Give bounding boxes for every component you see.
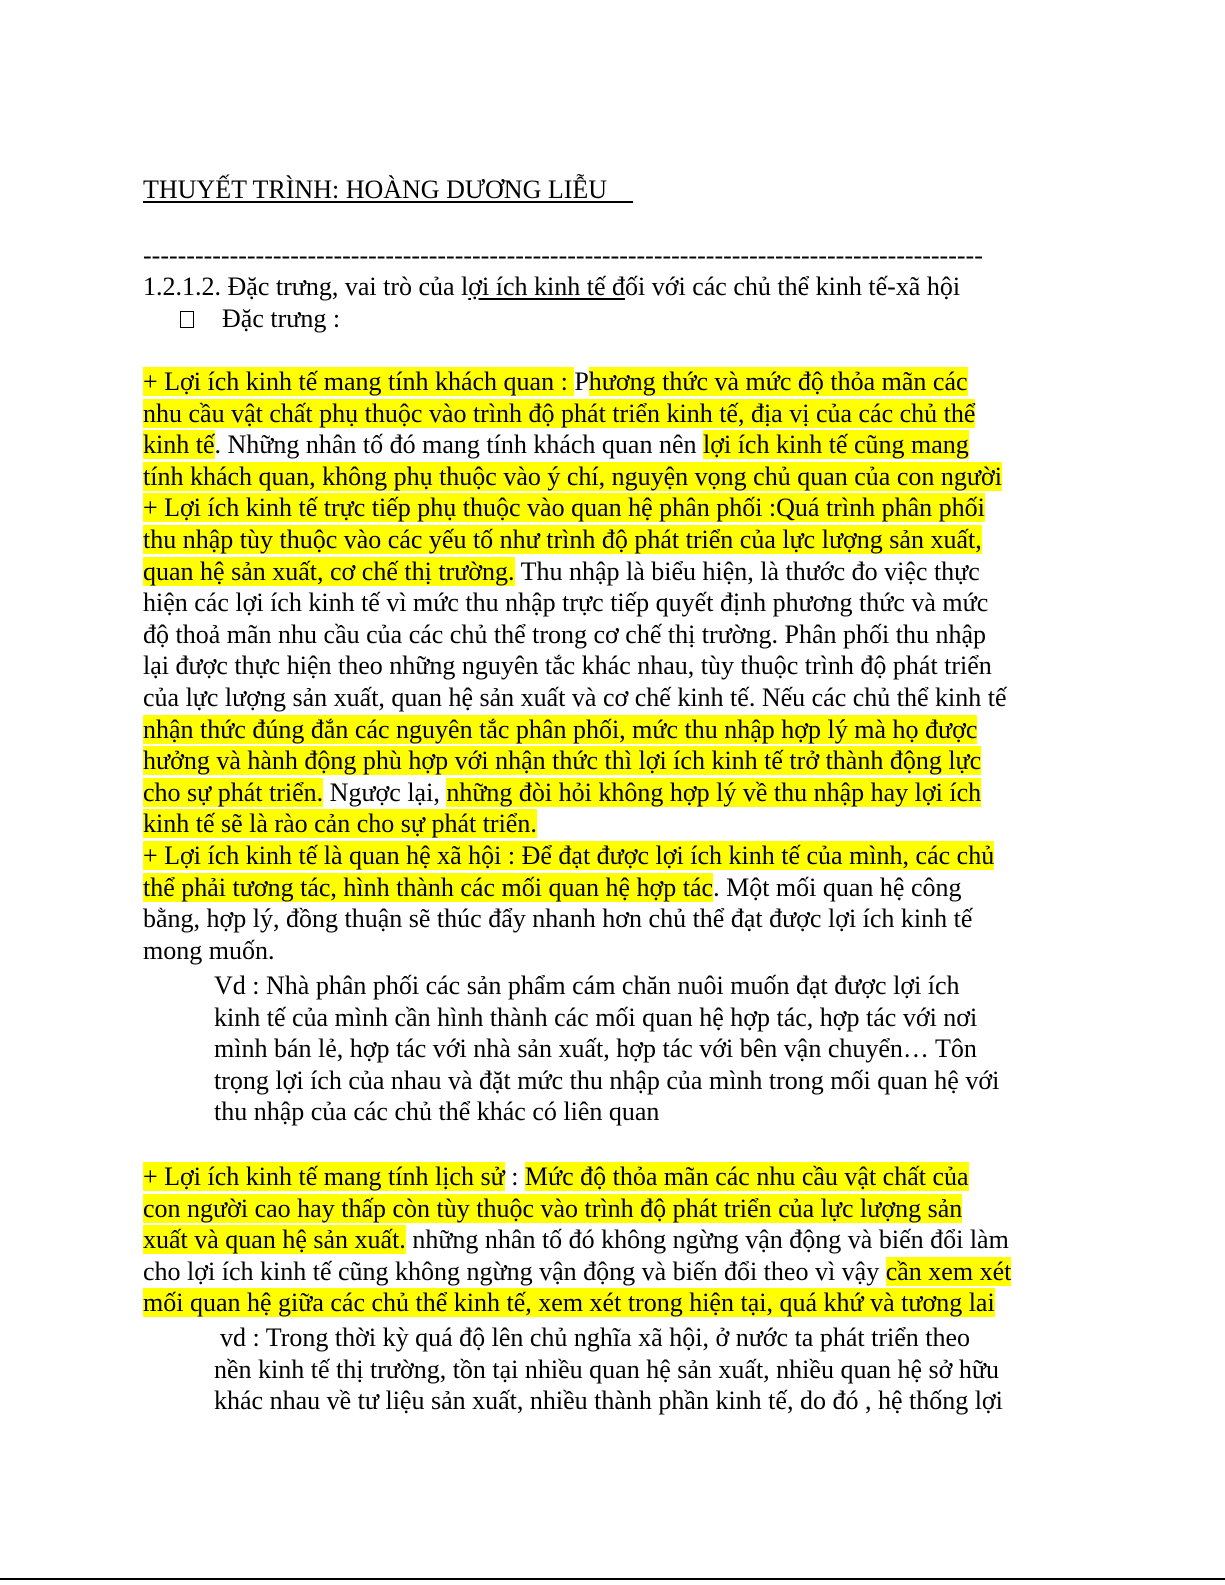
highlighted-text: kinh tế sẽ là rào cản cho sự phát triển. (143, 809, 537, 839)
text-line (143, 650, 1078, 682)
section-heading (143, 271, 1073, 303)
text-line (143, 872, 1078, 904)
highlighted-text: cần xem xét (885, 1256, 1012, 1286)
highlighted-text: thể phải tương tác, hình thành các mối quan hệ hợp tác (143, 872, 714, 902)
text-run: mong muốn. (143, 935, 275, 965)
text-run: nền kinh tế thị trường, tồn tại nhiều quan hệ sản xuất, nhiều quan hệ sở hữu (214, 1354, 999, 1384)
text-run: kinh tế của mình cần hình thành các mối quan hệ hợp tác, hợp tác với nơi (214, 1002, 978, 1032)
text-line (143, 808, 1078, 840)
paragraph-block-characteristics (143, 366, 1078, 966)
text-line (214, 1096, 1074, 1128)
text-line (214, 1354, 1074, 1386)
highlighted-text: nhận thức đúng đắn các nguyên tắc phân phối, mức thu nhập hợp lý mà họ được (143, 714, 978, 744)
text-line (143, 840, 1078, 872)
text-line (143, 619, 1078, 651)
text-line (143, 429, 1078, 461)
highlighted-text: + Lợi ích kinh tế mang tính khách quan : (143, 367, 575, 396)
text-line (214, 1002, 1074, 1034)
text-line (143, 461, 1078, 493)
heading-part-underlined: ợi ích kinh tế đ (468, 272, 626, 301)
text-run: hiện các lợi ích kinh tế vì mức thu nhập trực tiếp quyết định phương thức và mức (143, 588, 989, 618)
text-line (143, 903, 1078, 935)
text-line (143, 935, 1078, 967)
text-run: : (504, 1162, 525, 1191)
text-run: . Một mối quan hệ công (713, 872, 962, 902)
text-line (143, 1256, 1078, 1288)
bullet-item (180, 303, 340, 335)
text-line (214, 970, 1074, 1002)
text-line (143, 398, 1078, 430)
text-line (143, 492, 1078, 524)
checkbox-bullet-icon (180, 311, 194, 328)
text-run: Ngược lại, (323, 777, 447, 807)
text-line (143, 556, 1078, 588)
text-run: bằng, hợp lý, đồng thuận sẽ thúc đẩy nhanh hơn chủ thể đạt được lợi ích kinh tế (143, 904, 973, 934)
highlighted-text: cho sự phát triển. (143, 777, 324, 807)
text-line (214, 1385, 1074, 1417)
text-run: của lực lượng sản xuất, quan hệ sản xuất và cơ chế kinh tế. Nếu các chủ thể kinh tế (143, 682, 1007, 712)
text-run: P (574, 367, 589, 396)
text-run: những nhân tố đó không ngừng vận động và biến đổi làm (405, 1225, 1009, 1255)
heading-part-b: ối với các chủ thể kinh tế-xã hội (625, 272, 961, 301)
page-bottom-border (0, 1578, 1225, 1580)
text-line (143, 1193, 1078, 1225)
highlighted-text: tính khách quan, không phụ thuộc vào ý chí, nguyện vọng chủ quan của con người (143, 461, 1002, 491)
dashed-separator: ------------------------------------------------------------------------------------------------- (143, 241, 983, 270)
text-run: mình bán lẻ, hợp tác với nhà sản xuất, hợp tác với bên vận chuyển… Tôn (214, 1034, 977, 1064)
document-title: THUYẾT TRÌNH: HOÀNG DƯƠNG LIỄU (143, 175, 634, 204)
text-line (214, 1033, 1074, 1065)
text-run: cho lợi ích kinh tế cũng không ngừng vận động và biến đổi theo vì vậy (143, 1256, 886, 1286)
highlighted-text: quan hệ sản xuất, cơ chế thị trường. (143, 556, 515, 586)
text-line (143, 587, 1078, 619)
text-line (143, 1224, 1078, 1256)
example-block-1 (214, 970, 1074, 1128)
text-line (214, 1065, 1074, 1097)
example-block-2 (214, 1322, 1074, 1417)
text-line (143, 777, 1078, 809)
paragraph-block-historical (143, 1161, 1078, 1319)
highlighted-text: con người cao hay thấp còn tùy thuộc vào trình độ phát triển của lực lượng sản (143, 1193, 963, 1223)
text-run: trọng lợi ích của nhau và đặt mức thu nhập của mình trong mối quan hệ với (214, 1065, 1000, 1095)
text-line (143, 1287, 1078, 1319)
text-run: Thu nhập là biểu hiện, là thước đo việc thực (514, 556, 980, 586)
highlighted-text: nhu cầu vật chất phụ thuộc vào trình độ phát triển kinh tế, địa vị của các chủ thể (143, 398, 976, 428)
highlighted-text: xuất và quan hệ sản xuất. (143, 1225, 406, 1255)
highlighted-text: thu nhập tùy thuộc vào các yếu tố như trình độ phát triển của lực lượng sản xuất, (143, 524, 982, 554)
highlighted-text: kinh tế (143, 430, 215, 460)
highlighted-text: mối quan hệ giữa các chủ thể kinh tế, xem xét trong hiện tại, quá khứ và tương lai (143, 1288, 995, 1318)
highlighted-text: + Lợi ích kinh tế trực tiếp phụ thuộc vào quan hệ phân phối :Quá trình phân phối (143, 493, 985, 523)
text-run: Vd : Nhà phân phối các sản phẩm cám chăn nuôi muốn đạt được lợi ích (214, 971, 960, 1000)
highlighted-text: hương thức và mức độ thỏa mãn các (588, 367, 968, 396)
text-run: khác nhau về tư liệu sản xuất, nhiều thành phần kinh tế, do đó , hệ thống lợi (214, 1386, 1003, 1416)
text-run: . Những nhân tố đó mang tính khách quan nên (214, 430, 704, 460)
bullet-label: Đặc trưng : (222, 304, 341, 333)
highlighted-text: những đòi hỏi không hợp lý về thu nhập hay lợi ích (446, 777, 982, 807)
text-line (143, 714, 1078, 746)
highlighted-text: + Lợi ích kinh tế là quan hệ xã hội : Để đạt được lợi ích kinh tế của mình, các chủ (143, 840, 995, 870)
text-line (143, 366, 1078, 398)
highlighted-text: lợi ích kinh tế cũng mang (703, 430, 969, 460)
text-line (143, 745, 1078, 777)
text-line (143, 1161, 1078, 1193)
highlighted-text: Mức độ thỏa mãn các nhu cầu vật chất của (524, 1162, 969, 1191)
text-run: thu nhập của các chủ thể khác có liên quan (214, 1097, 660, 1127)
highlighted-text: hưởng và hành động phù hợp với nhận thức thì lợi ích kinh tế trở thành động lực (143, 746, 982, 776)
text-run: độ thoả mãn nhu cầu của các chủ thể trong cơ chế thị trường. Phân phối thu nhập (143, 619, 987, 649)
text-line (143, 682, 1078, 714)
text-run: vd : Trong thời kỳ quá độ lên chủ nghĩa xã hội, ở nước ta phát triển theo (220, 1323, 971, 1352)
text-run: lại được thực hiện theo những nguyên tắc khác nhau, tùy thuộc trình độ phát triển (143, 651, 992, 681)
heading-part-a: 1.2.1.2. Đặc trưng, vai trò của l (143, 272, 469, 301)
highlighted-text: + Lợi ích kinh tế mang tính lịch sử (143, 1162, 505, 1191)
text-line (143, 524, 1078, 556)
text-line (214, 1322, 1074, 1354)
